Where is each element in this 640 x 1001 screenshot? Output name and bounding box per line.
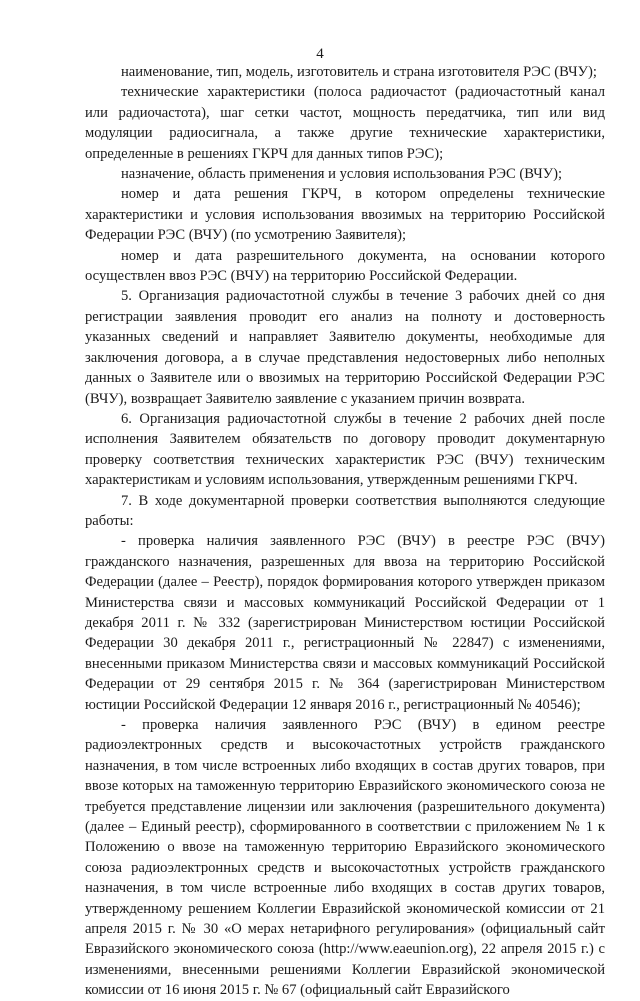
- paragraph-equipment-name: наименование, тип, модель, изготовитель и страна изготовителя РЭС (ВЧУ);: [121, 64, 597, 80]
- paragraph-purpose: назначение, область применения и условия использования РЭС (ВЧУ);: [121, 166, 563, 183]
- paragraph-unified-registry-check: - проверка наличия заявленного РЭС (ВЧУ) в едином реестре радиоэлектронных средств и высокочастотных устройств гражданского назначения, в том числе встроенных либо входящих в состав других товаров, при ввозе которых на таможенную территорию Евразийского экономического союза не требуется представление лицензии или заключения (разрешительного документа) (далее – Единый реестр), сформированного в соответствии с приложением № 1 к Положению о ввозе на таможенную территорию Евразийского экономического союза радиоэлектронных средств и высокочастотных устройств гражданского назначения, в том числе встроенные либо входящих в состав других товаров, утвержденному решением Коллегии Евразийской экономической комиссии от 21 апреля 2015 г. № 30 «О мерах нетарифного регулирования» (официальный сайт Евразийского экономического союза (http://www.eaeunion.org), 22 апреля 2015 г.) с изменениями, внесенными решениями Коллегии Евразийской экономической комиссии от 16 июня 2015 г. № 67 (официальный сайт Евразийского: [85, 717, 605, 999]
- page-number: 4: [316, 46, 324, 62]
- paragraph-registry-check: - проверка наличия заявленного РЭС (ВЧУ) в реестре РЭС (ВЧУ) гражданского назначения, разрешенных для ввоза на территорию Российской Федерации (далее – Реестр), порядок формирования которого утвержден приказом Министерства связи и массовых коммуникаций Российской Федерации от 1 декабря 2011 г. № 332 (зарегистрирован Министерством юстиции Российской Федерации 30 декабря 2011 г., регистрационный № 22847) с изменениями, внесенными приказом Министерства связи и массовых коммуникаций Российской Федерации от 29 сентября 2015 г. № 364 (зарегистрирован Министерством юстиции Российской Федерации 12 января 2016 г., регистрационный № 40546);: [85, 533, 605, 713]
- paragraph-item-6: 6. Организация радиочастотной службы в течение 2 рабочих дней после исполнения Заявителем обязательств по договору проводит документарную проверку соответствия технических характеристик РЭС (ВЧУ) техническим характеристикам и условиям использования, утвержденным решениями ГКРЧ.: [85, 410, 605, 489]
- paragraph-technical-characteristics: технические характеристики (полоса радиочастот (радиочастотный канал или радиочастота), шаг сетки частот, мощность передатчика, тип или вид модуляции радиосигнала, а также другие технические характеристики, определенные в решениях ГКРЧ для данных типов РЭС);: [85, 84, 605, 162]
- paragraph-gkrch-decision: номер и дата решения ГКРЧ, в котором определены технические характеристики и условия использования ввозимых на территорию Российской Федерации РЭС (ВЧУ) (по усмотрению Заявителя);: [85, 186, 605, 244]
- document-body: [85, 62, 605, 1001]
- paragraph-item-7: 7. В ходе документарной проверки соответствия выполняются следующие работы:: [85, 492, 605, 529]
- paragraph-permit-document: номер и дата разрешительного документа, на основании которого осуществлен ввоз РЭС (ВЧУ) на территорию Российской Федерации.: [85, 247, 605, 285]
- paragraph-item-5: 5. Организация радиочастотной службы в течение 3 рабочих дней со дня регистрации заявления проводит его анализ на полноту и достоверность указанных сведений и направляет Заявителю документы, необходимые для заключения договора, а в случае представления недостоверных либо неполных данных о Заявителе или о ввозимых на территорию Российской Федерации РЭС (ВЧУ), возвращает Заявителю заявление с указанием причин возврата.: [85, 288, 605, 407]
